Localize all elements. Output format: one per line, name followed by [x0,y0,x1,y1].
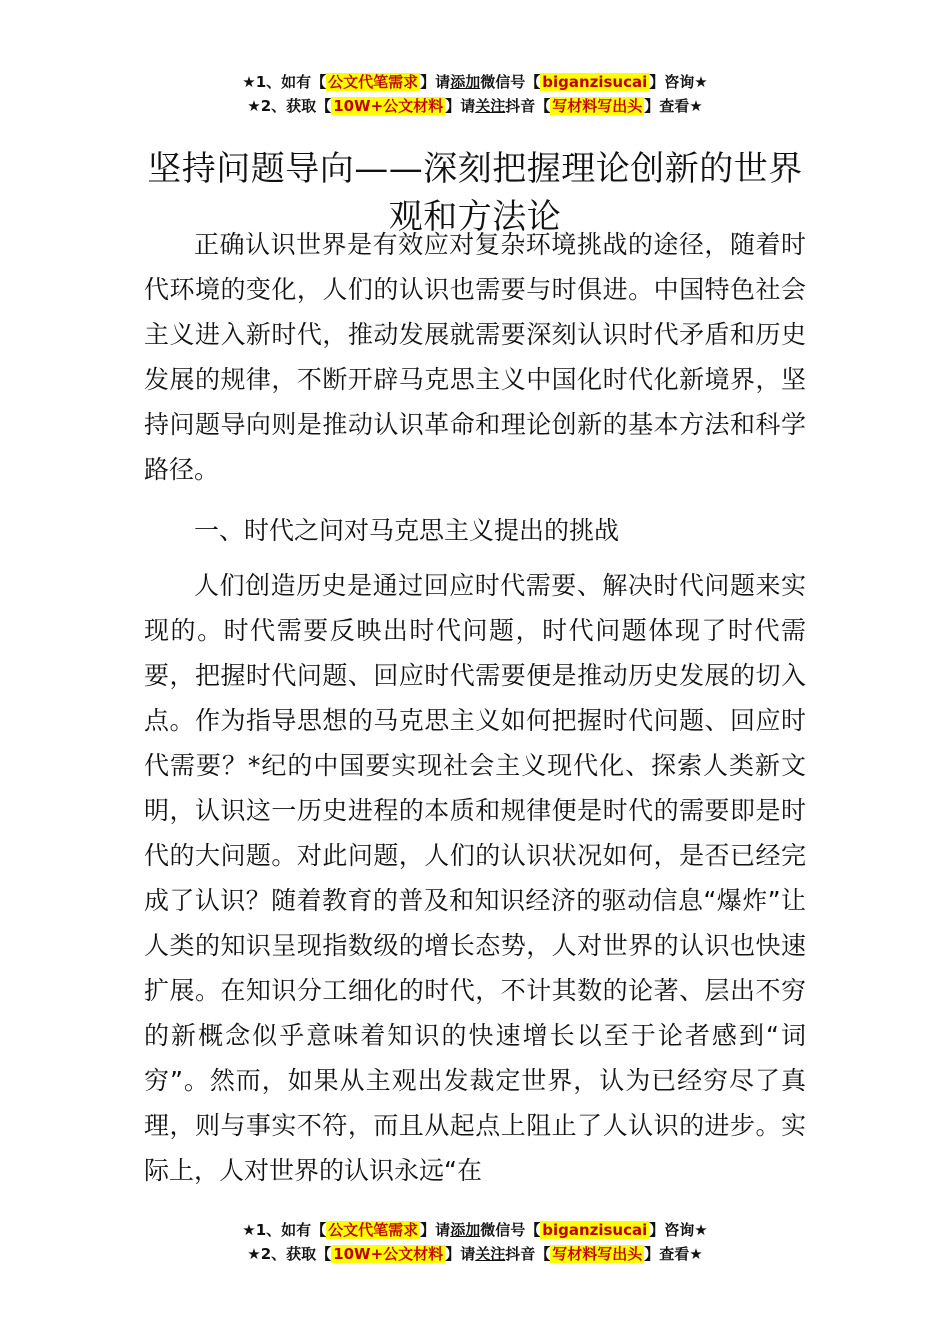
top-promo-banner [0,70,950,118]
highlight-douyin-account: 写材料写出头 [552,97,643,115]
highlight-wechat-id: biganzisucai [542,1221,648,1239]
bottom-promo-banner [0,1218,950,1266]
document-body [144,222,806,1209]
highlight-materials: 10W+公文材料 [333,97,444,115]
paragraph-intro: 正确认识世界是有效应对复杂环境挑战的途径，随着时代环境的变化，人们的认识也需要与时俱进。中国特色社会主义进入新时代，推动发展就需要深刻认识时代矛盾和历史发展的规律，不断开辟马克思主义中国化时代化新境界，坚持问题导向则是推动认识革命和理论创新的基本方法和科学路径。 [144,230,806,484]
section-heading-1: 一、时代之问对马克思主义提出的挑战 [194,516,620,545]
highlight-douyin-account: 写材料写出头 [552,1245,643,1263]
highlight-wechat-id: biganzisucai [542,73,648,91]
promo-line-1: ★1、如有【 公文代笔需求 】请添加微信号【 biganzisucai 】咨询★ [242,73,708,91]
highlight-writing-service: 公文代笔需求 [328,1221,419,1239]
document-title: 坚持问题导向——深刻把握理论创新的世界观和方法论 [147,148,803,237]
promo-line-2: ★2、获取【 10W+公文材料 】请关注抖音【 写材料写出头 】查看★ [247,97,703,115]
promo-line-2: ★2、获取【 10W+公文材料 】请关注抖音【 写材料写出头 】查看★ [247,1245,703,1263]
paragraph-section-1: 人们创造历史是通过回应时代需要、解决时代问题来实现的。时代需要反映出时代问题，时代问题体现了时代需要，把握时代问题、回应时代需要便是推动历史发展的切入点。作为指导思想的马克思主义如何把握时代问题、回应时代需要？*纪的中国要实现社会主义现代化、探索人类新文明，认识这一历史进程的本质和规律便是时代的需要即是时代的大问题。对此问题，人们的认识状况如何，是否已经完成了认识？随着教育的普及和知识经济的驱动信息“爆炸”让人类的知识呈现指数级的增长态势，人对世界的认识也快速扩展。在知识分工细化的时代，不计其数的论著、层出不穷的新概念似乎意味着知识的快速增长以至于论者感到“词穷”。然而，如果从主观出发裁定世界，认为已经穷尽了真理，则与事实不符，而且从起点上阻止了人认识的进步。实际上，人对世界的认识永远“在 [144,571,806,1185]
highlight-writing-service: 公文代笔需求 [328,73,419,91]
highlight-materials: 10W+公文材料 [333,1245,444,1263]
promo-line-1: ★1、如有【 公文代笔需求 】请添加微信号【 biganzisucai 】咨询★ [242,1221,708,1239]
